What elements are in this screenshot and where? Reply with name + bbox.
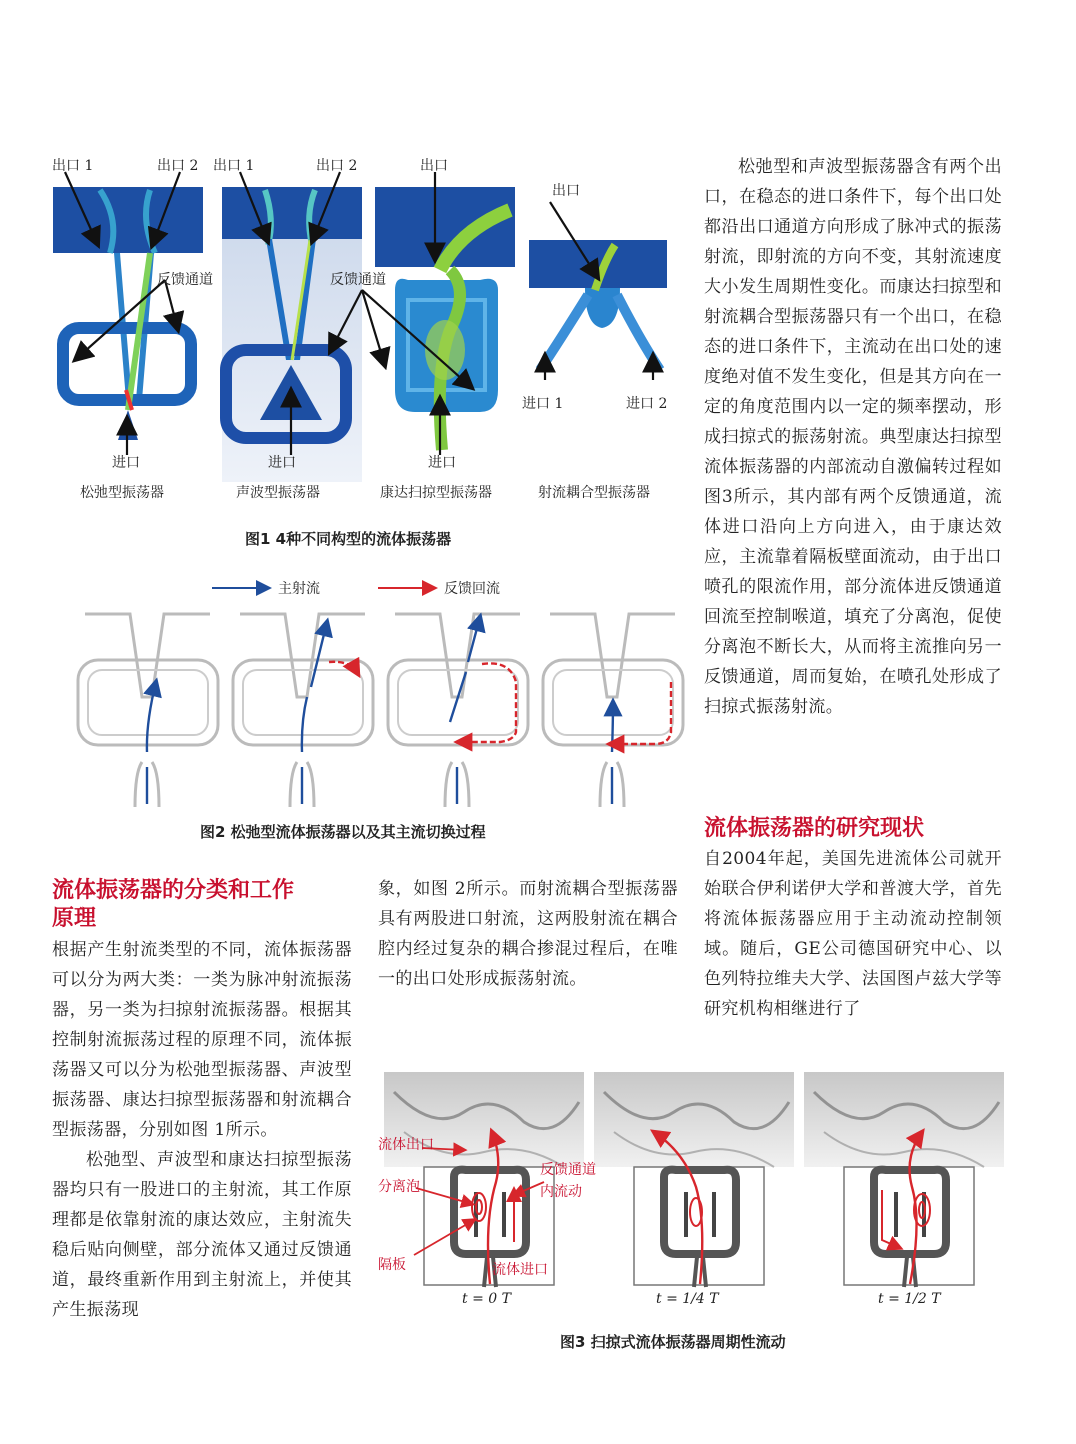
name-jet-coupling: 射流耦合型振荡器 bbox=[538, 485, 650, 501]
label-feedback-channel: 反馈通道 bbox=[540, 1162, 596, 1178]
figure-1 bbox=[40, 150, 680, 510]
time-t0: t = 0 T bbox=[462, 1291, 511, 1307]
legend-main-jet: 主射流 bbox=[278, 581, 320, 597]
section-2-title: 流体振荡器的研究现状 bbox=[704, 816, 925, 841]
label-inlet1-d: 进口 1 bbox=[522, 396, 564, 412]
fig2-stage-2 bbox=[233, 614, 373, 807]
fig2-stage-4 bbox=[543, 614, 683, 807]
section-2-paragraph-1: 自2004年起，美国先进流体公司就开始联合伊利诺伊大学和普渡大学，首先将流体振荡器应用于主动流动控制领域。随后，GE公司德国研究中心、以色列特拉维夫大学、法国图卢兹大学等研究机构相继进行了 bbox=[704, 849, 1002, 1019]
figure-2-caption: 图2 松弛型流体振荡器以及其主流切换过程 bbox=[200, 823, 486, 841]
figure-3-caption: 图3 扫掠式流体振荡器周期性流动 bbox=[560, 1333, 786, 1351]
name-relaxation: 松弛型振荡器 bbox=[80, 485, 164, 501]
label-fluid-inlet: 流体进口 bbox=[492, 1262, 548, 1278]
figure-2-illustration bbox=[70, 572, 690, 807]
label-splitter: 隔板 bbox=[378, 1257, 406, 1273]
label-outlet1-b: 出口 1 bbox=[213, 158, 255, 174]
label-fluid-outlet: 流体出口 bbox=[378, 1137, 434, 1153]
name-acoustic: 声波型振荡器 bbox=[236, 485, 320, 501]
label-outlet1-a: 出口 1 bbox=[52, 158, 94, 174]
right-column-text-2 bbox=[704, 844, 1002, 1024]
section-1-paragraph-2: 松弛型、声波型和康达扫掠型振荡器均只有一股进口的主射流，其工作原理都是依靠射流的康达效应，主射流失稳后贴向侧壁，部分流体又通过反馈通道，最终重新作用到主射流上，并使其产生振荡现 bbox=[52, 1150, 352, 1320]
legend-feedback: 反馈回流 bbox=[444, 581, 500, 597]
label-separation-bubble: 分离泡 bbox=[378, 1179, 420, 1195]
label-outlet2-a: 出口 2 bbox=[157, 158, 199, 174]
fig3-panel-half bbox=[804, 1072, 1004, 1287]
label-outlet-d: 出口 bbox=[552, 183, 580, 199]
time-half: t = 1/2 T bbox=[878, 1291, 941, 1307]
figure-3-illustration bbox=[374, 1070, 1006, 1315]
fig3-panel-quarter bbox=[594, 1072, 794, 1287]
fig2-stage-3 bbox=[388, 614, 528, 807]
section-1-paragraph-3: 象，如图 2所示。而射流耦合型振荡器具有两股进口射流，这两股射流在耦合腔内经过复杂的耦合掺混过程后，在唯一的出口处形成振荡射流。 bbox=[378, 879, 678, 989]
middle-column-text bbox=[378, 874, 678, 994]
section-1-title bbox=[52, 877, 362, 933]
label-inlet-b: 进口 bbox=[268, 455, 296, 471]
right-paragraph-1: 松弛型和声波型振荡器含有两个出口，在稳态的进口条件下，每个出口处都沿出口通道方向形成了脉冲式的振荡射流，即射流的方向不变，其射流速度大小发生周期性变化。而康达扫掠型和射流耦合型振荡器只有一个出口，在稳态的进口条件下，主流动在出口处的速度绝对值不发生变化，但是其方向在一定的角度范围内以一定的频率摆动，形成扫掠式的振荡射流。典型康达扫掠型流体振荡器的内部流动自激偏转过程如图3所示，其内部有两个反馈通道，流体进口沿向上方向进入，由于康达效应，主流靠着隔板壁面流动，由于出口喷孔的限流作用，部分流体进反馈通道回流至控制喉道，填充了分离泡，促使分离泡不断长大，从而将主流推向另一反馈通道，周而复始，在喷孔处形成了扫掠式振荡射流。 bbox=[704, 157, 1002, 717]
label-inner-flow: 内流动 bbox=[540, 1184, 582, 1200]
figure-3 bbox=[374, 1070, 1006, 1315]
label-outlet2-b: 出口 2 bbox=[316, 158, 358, 174]
label-inlet2-d: 进口 2 bbox=[626, 396, 668, 412]
section-1-paragraph-1: 根据产生射流类型的不同，流体振荡器可以分为两大类：一类为脉冲射流振荡器，另一类为扫掠射流振荡器。根据其控制射流振荡过程的原理不同，流体振荡器又可以分为松弛型振荡器、声波型振荡器、康达扫掠型振荡器和射流耦合型振荡器，分别如图 1所示。 bbox=[52, 940, 352, 1140]
label-inlet-c: 进口 bbox=[428, 455, 456, 471]
fig2-stage-1 bbox=[78, 614, 218, 807]
label-outlet-c: 出口 bbox=[420, 158, 448, 174]
label-inlet-a: 进口 bbox=[112, 455, 140, 471]
figure-1-illustration bbox=[40, 150, 680, 510]
label-feedback-b: 反馈通道 bbox=[330, 272, 386, 288]
time-quarter: t = 1/4 T bbox=[656, 1291, 719, 1307]
left-column-text bbox=[52, 935, 352, 1325]
section-1-title-line1: 流体振荡器的分类和工作 bbox=[52, 878, 295, 903]
label-feedback-a: 反馈通道 bbox=[157, 272, 213, 288]
right-column-text bbox=[704, 152, 1002, 722]
coanda-oscillator-sim bbox=[375, 187, 515, 450]
figure-1-caption: 图1 4种不同构型的流体振荡器 bbox=[245, 530, 452, 548]
jet-coupling-oscillator-sim bbox=[529, 240, 667, 370]
figure-2 bbox=[70, 572, 690, 807]
section-1-title-line2: 原理 bbox=[52, 906, 97, 931]
name-coanda: 康达扫掠型振荡器 bbox=[380, 485, 492, 501]
